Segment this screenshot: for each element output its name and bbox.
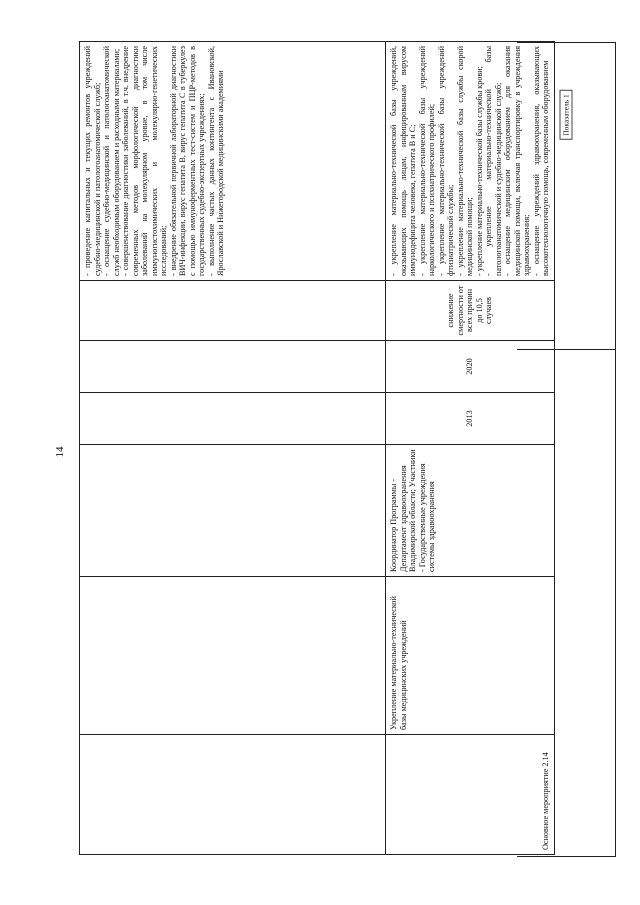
cell-activity-title: Укрепление материально-технической базы медицинских учреждений — [386, 577, 555, 735]
rotated-table-container — [79, 42, 551, 855]
table-row — [80, 42, 386, 855]
program-activities-table — [79, 41, 555, 855]
page-number: 14 — [54, 446, 66, 458]
cell-activity-title — [80, 577, 386, 735]
cell-expected-result: снижение смертности от всех причин до 10,5 случаев — [386, 281, 555, 341]
cell-activity-name — [80, 735, 386, 855]
cell-description: - проведение капитальных и текущих ремонтов учреждений судебно-медицинской и патологоанатомической служб; - оснащение судебно-медицинской и патологоанатомической служб необходимым оборудованием и расходными материалами; - совершенствование диагностики заболеваний, в т.ч. внедрение современных методов морфологической диагностики заболеваний на молекулярном уровне, в том числе иммуногистохимических и молекулярно-генетических исследований; - внедрение обязательной первичной лабораторной диагностики ВИЧ-инфекции, вирус гепатита В, вирус гепатита С в туберкулез с помощью иммуноферментных тест-систем и ПЦР-методов в государственных судебно-экспертных учреждениях; - выполнение частых данных контингента с Ивановской, Ярославской и Нижегородской медицинскими академиями — [80, 42, 386, 281]
cell-end-year — [80, 341, 386, 393]
cell-responsible: Координатор Программы - Департамент здравоохранения Владимирской области; Участники - Государственные учреждения системы здравоохранения — [386, 445, 555, 577]
cell-expected-result — [80, 281, 386, 341]
indicator-cell-top — [517, 43, 615, 350]
cell-start-year — [80, 393, 386, 445]
indicator-column — [517, 42, 616, 857]
cell-responsible — [80, 445, 386, 577]
rotated-table-wrapper — [79, 42, 551, 855]
indicator-label: Показатель 1 — [560, 90, 573, 140]
cell-activity-name: Основное мероприятие 2.14 — [386, 735, 555, 855]
cell-end-year: 2020 — [386, 341, 555, 393]
cell-start-year: 2013 — [386, 393, 555, 445]
cell-description: - укрепление материально-технической базы учреждений, оказывающих помощь лицам, инфицированным вирусом иммунодефицита человека, гепатита В и С; - укрепление материально-технической базы учреждений наркологического и психиатрического профилей; - укрепление материально-технической базы учреждений фтизиатрической службы; - укрепление материально-технической базы службы скорой медицинской помощи; - укрепление материально-технической базы службы крови; - укрепление материально-технической базы патологоанатомической и судебно-медицинской служб; - оснащение медицинским оборудованием для оказания медицинской помощи, включая транспортировку в учреждения здравоохранения; - оснащение учреждений здравоохранения, оказывающих высокотехнологичную помощь, современным оборудованием — [386, 42, 555, 281]
